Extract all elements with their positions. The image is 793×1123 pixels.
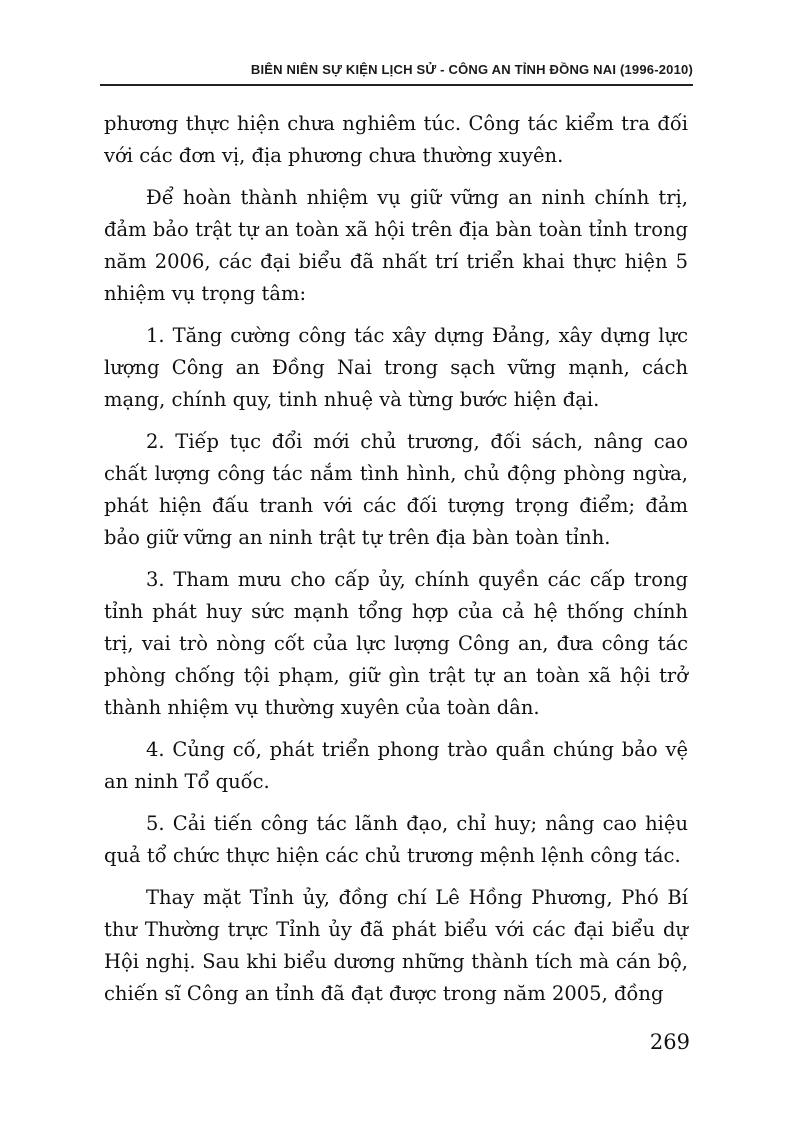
- paragraph-task-4: 4. Củng cố, phát triển phong trào quần chúng bảo vệ an ninh Tổ quốc.: [104, 738, 688, 793]
- paragraph-intro-tasks: Để hoàn thành nhiệm vụ giữ vững an ninh chính trị, đảm bảo trật tự an toàn xã hội trên địa bàn toàn tỉnh trong năm 2006, các đại biểu đã nhất trí triển khai thực hiện 5 nhiệm vụ trọng tâm:: [104, 186, 688, 305]
- header-rule: [100, 84, 693, 86]
- paragraph-task-5: 5. Cải tiến công tác lãnh đạo, chỉ huy; nâng cao hiệu quả tổ chức thực hiện các chủ trương mệnh lệnh công tác.: [104, 812, 688, 867]
- paragraph-task-2: 2. Tiếp tục đổi mới chủ trương, đối sách, nâng cao chất lượng công tác nắm tình hình, chủ động phòng ngừa, phát hiện đấu tranh với các đối tượng trọng điểm; đảm bảo giữ vững an ninh trật tự trên địa bàn toàn tỉnh.: [104, 430, 688, 549]
- paragraph-speech: Thay mặt Tỉnh ủy, đồng chí Lê Hồng Phương, Phó Bí thư Thường trực Tỉnh ủy đã phát biểu với các đại biểu dự Hội nghị. Sau khi biểu dương những thành tích mà cán bộ, chiến sĩ Công an tỉnh đã đạt được trong năm 2005, đồng: [104, 886, 688, 1005]
- paragraph-task-3: 3. Tham mưu cho cấp ủy, chính quyền các cấp trong tỉnh phát huy sức mạnh tổng hợp của cả hệ thống chính trị, vai trò nòng cốt của lực lượng Công an, đưa công tác phòng chống tội phạm, giữ gìn trật tự an toàn xã hội trở thành nhiệm vụ thường xuyên của toàn dân.: [104, 568, 688, 719]
- paragraph-task-1: 1. Tăng cường công tác xây dựng Đảng, xây dựng lực lượng Công an Đồng Nai trong sạch vững mạnh, cách mạng, chính quy, tinh nhuệ và từng bước hiện đại.: [104, 324, 688, 411]
- page-number: 269: [649, 1030, 690, 1054]
- body-text: [104, 108, 688, 1020]
- running-header: BIÊN NIÊN SỰ KIỆN LỊCH SỬ - CÔNG AN TỈNH ĐỒNG NAI (1996-2010): [250, 62, 693, 77]
- paragraph-continuation: phương thực hiện chưa nghiêm túc. Công tác kiểm tra đối với các đơn vị, địa phương chưa thường xuyên.: [104, 112, 688, 167]
